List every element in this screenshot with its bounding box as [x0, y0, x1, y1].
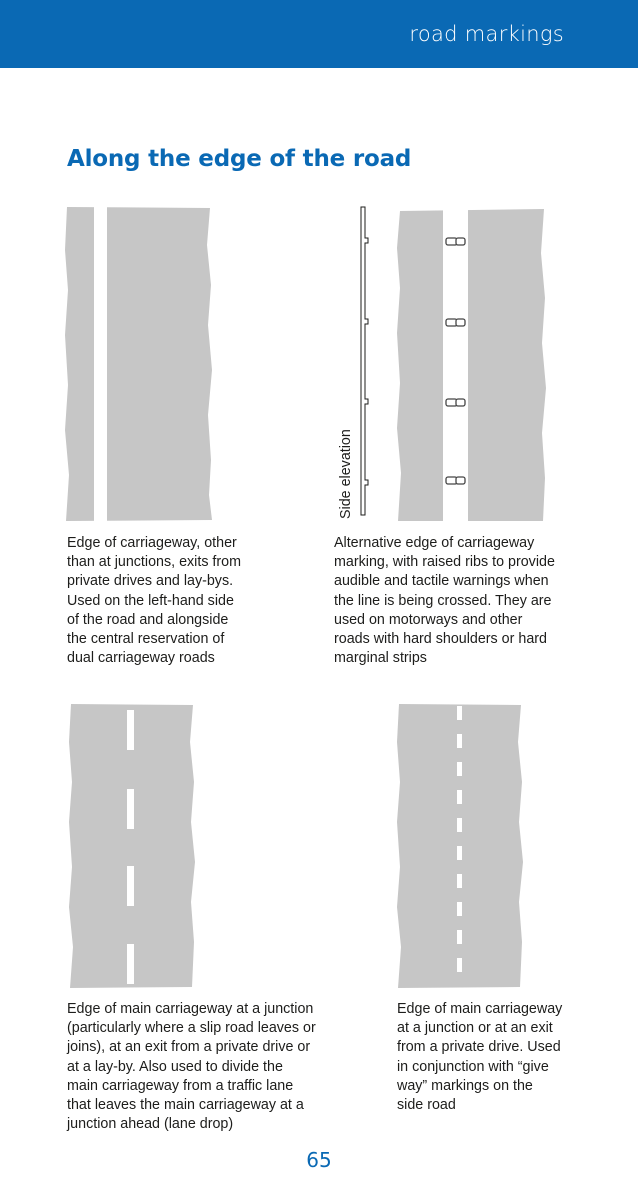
road-surface	[65, 207, 212, 521]
edge-line-caption: Edge of carriageway, other than at junctions, exits from private drives and lay-bys. Used on the left-hand side of the road and alongside the central reservation of dual carriageway roads	[67, 535, 242, 667]
dash	[457, 706, 462, 720]
edge-line-diagram	[60, 205, 220, 523]
ribbed-edge-diagram	[330, 203, 555, 525]
header-bar	[0, 0, 638, 68]
junction-long-dash-caption: Edge of main carriageway at a junction (particularly where a slip road leaves or joins), at an exit from a private drive or at a lay-by. Also used to divide the main carriageway from a traffic lane that leaves the main carriageway at a junction ahead (lane drop)	[67, 1001, 316, 1133]
side-elevation-profile	[361, 207, 368, 515]
ribbed-edge-caption: Alternative edge of carriageway marking, with raised ribs to provide audible and tactile warnings when the line is being crossed. They are used on motorways and other roads with hard shoulders or hard marginal strips	[334, 535, 555, 667]
dash	[457, 930, 462, 944]
page-number: 65	[306, 1148, 332, 1172]
dash	[127, 789, 134, 829]
junction-short-dash-caption: Edge of main carriageway at a junction or at an exit from a private drive. Used in conjunction with “give way” markings on the side road	[397, 1001, 563, 1114]
dash	[457, 874, 462, 888]
rib	[456, 319, 465, 326]
junction-long-dash-diagram	[66, 702, 198, 990]
dash	[457, 762, 462, 776]
page-heading: Along the edge of the road	[67, 146, 412, 172]
dash	[127, 944, 134, 984]
dash	[457, 958, 462, 972]
rib	[456, 399, 465, 406]
continuous-edge-line	[94, 205, 107, 523]
side-elevation-label: Side elevation	[338, 429, 354, 519]
section-label: road markings	[409, 22, 564, 46]
dash	[127, 710, 134, 750]
dash	[457, 818, 462, 832]
dash	[457, 734, 462, 748]
rib	[456, 477, 465, 484]
dash	[127, 866, 134, 906]
junction-short-dash-diagram	[394, 702, 526, 990]
dash	[457, 902, 462, 916]
dash	[457, 790, 462, 804]
raised-rib-edge-line	[443, 209, 468, 521]
road-surface	[397, 209, 546, 521]
dash	[457, 846, 462, 860]
rib	[456, 238, 465, 245]
